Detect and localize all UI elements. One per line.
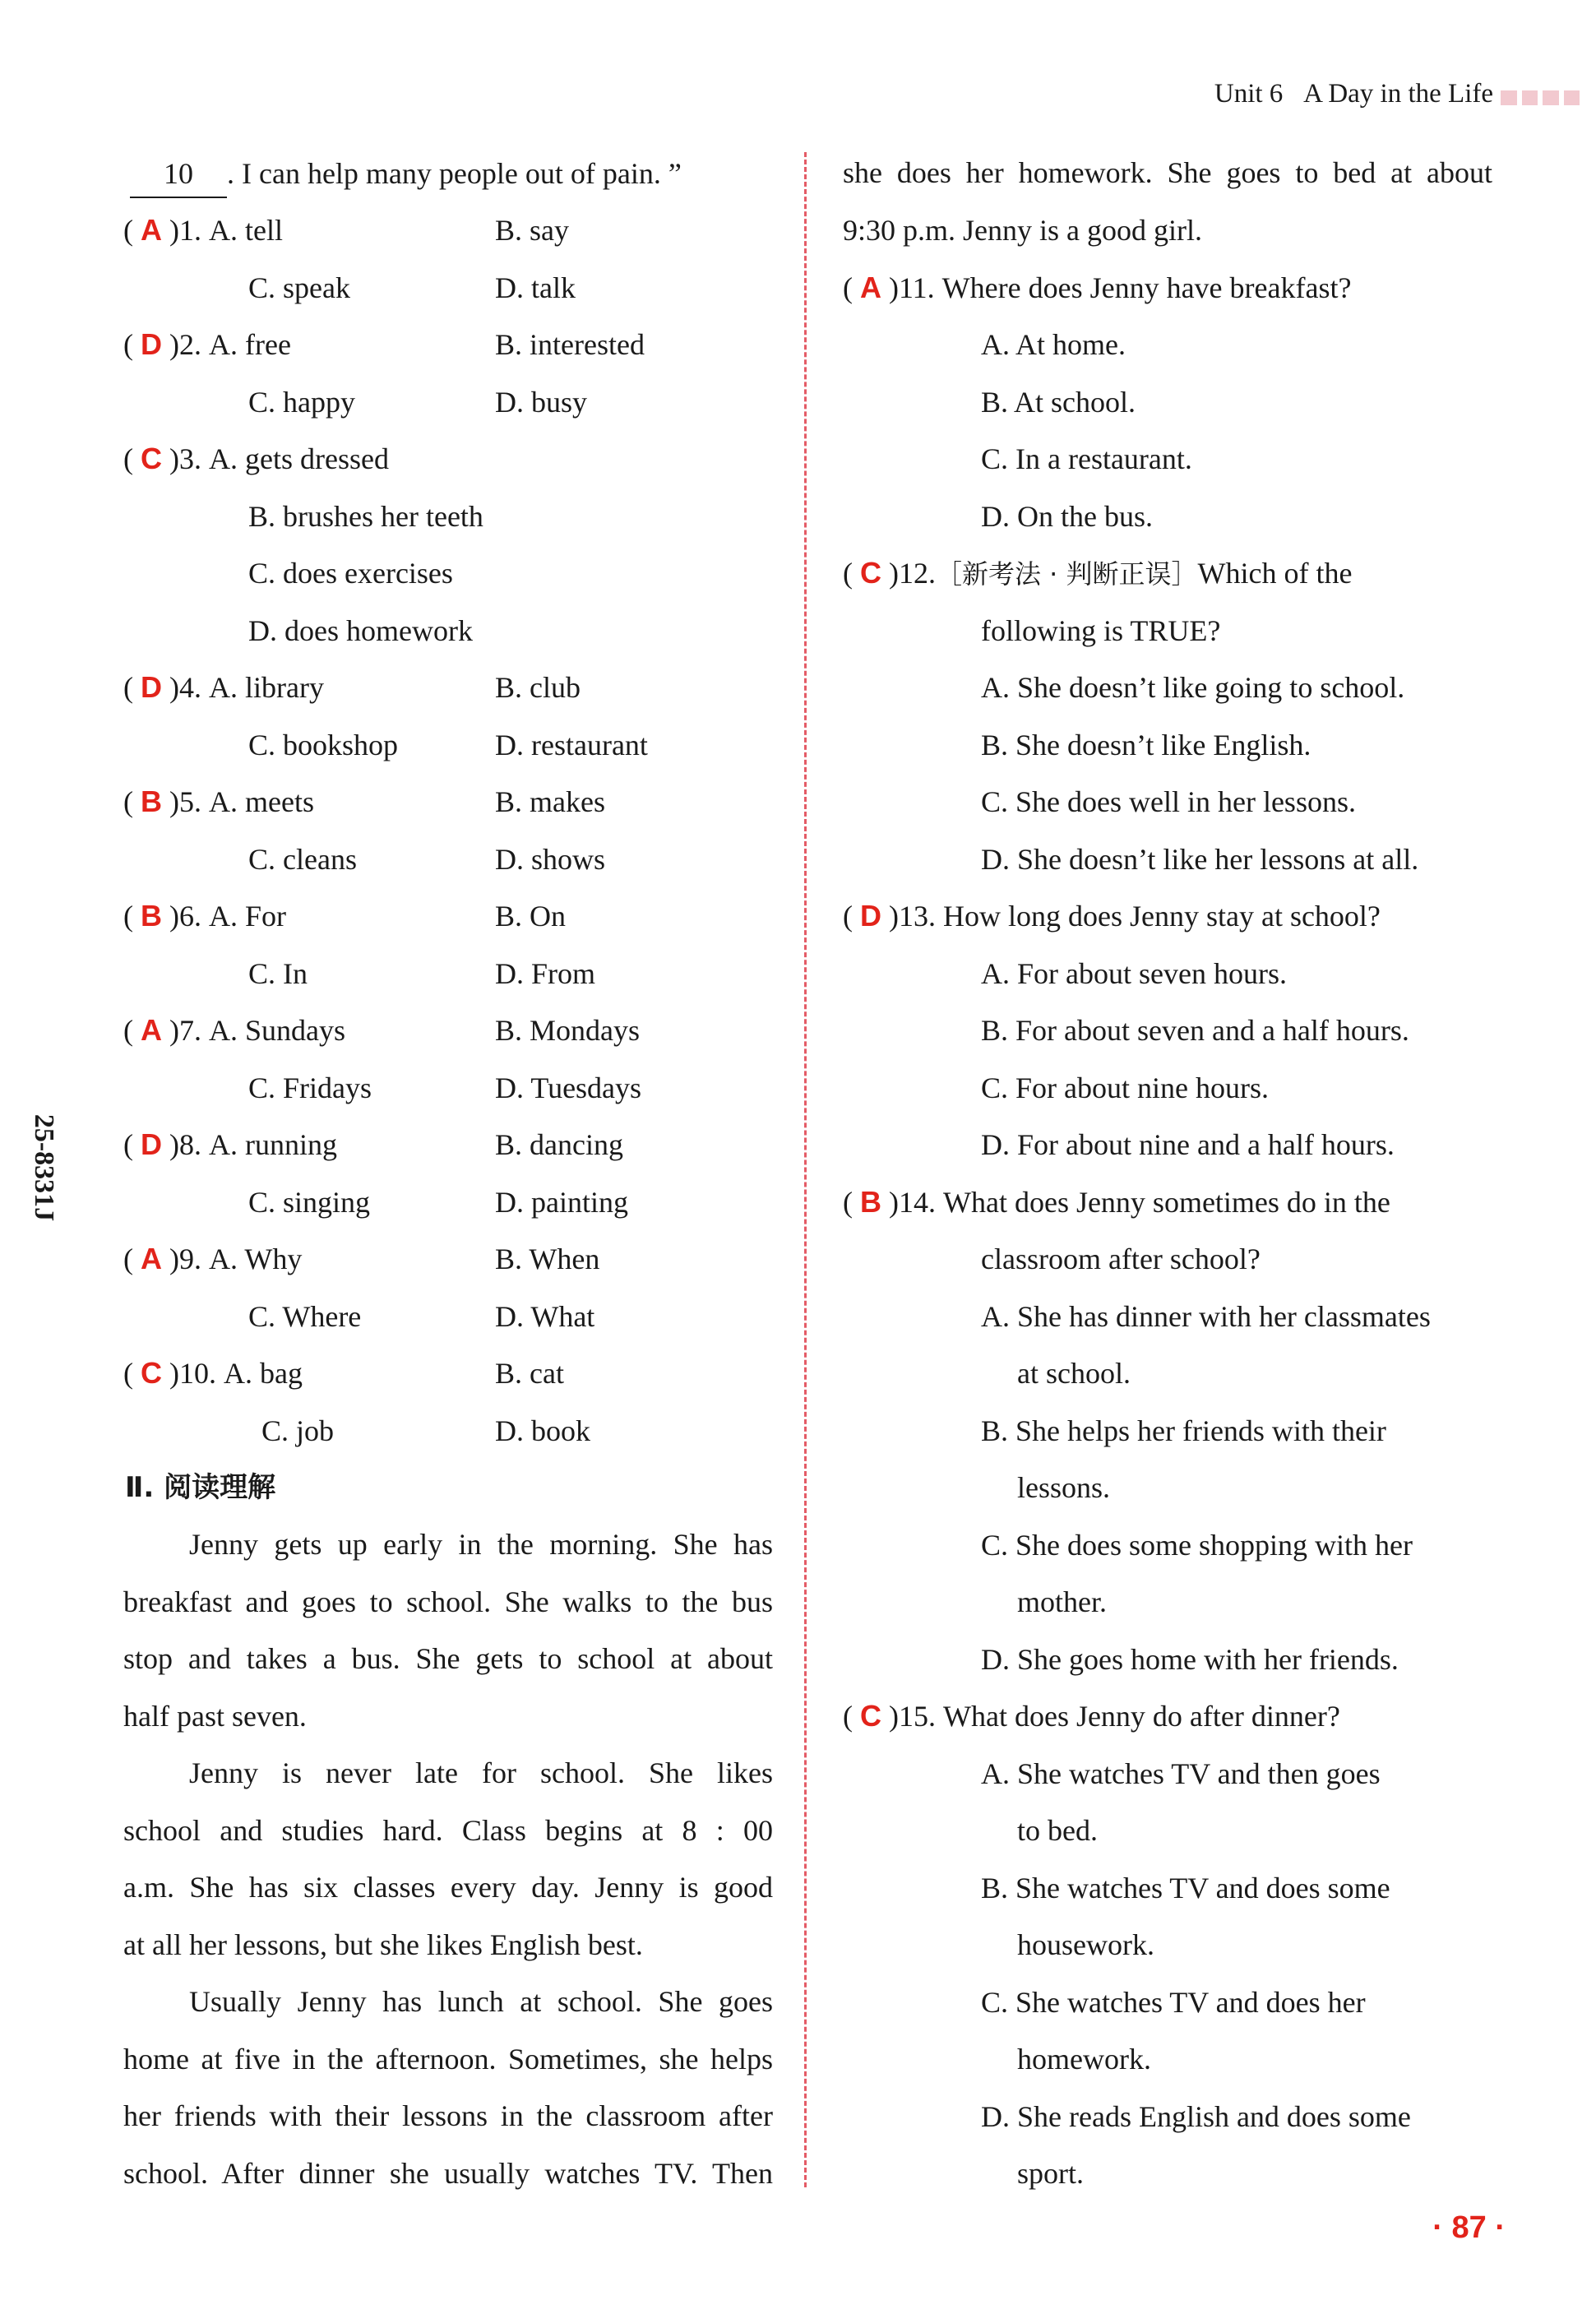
option: A. She doesn’t like going to school. [981, 671, 1405, 704]
header-title: Unit 6 A Day in the Life [1214, 79, 1493, 109]
answer-1: A [141, 213, 162, 247]
option: B. say [495, 214, 569, 247]
answer-11: A [860, 271, 881, 304]
option: C. Fridays [248, 1071, 372, 1104]
option: B. She doesn’t like English. [981, 729, 1311, 761]
option: D. What [495, 1300, 595, 1333]
answer-5: B [141, 784, 162, 818]
option: D. She doesn’t like her lessons at all. [981, 843, 1419, 876]
cloze-item-7: ( A )7. A. Sundays [123, 1013, 346, 1047]
cloze-item-8: ( D )8. A. running [123, 1127, 337, 1161]
question-tag: ［新考法 · 判断正误］ [936, 558, 1198, 590]
section-title-reading: Ⅱ. 阅读理解 [125, 1471, 276, 1504]
passage-paragraph-1: Jenny gets up early in the morning. She has breakfast and goes to school. She walks to the bus stop and takes a bus. She gets to school at about half past seven. Jenny is never late for school. She likes school and studies hard. Class begins at 8 : 00 a.m. She has six classes every day. Jenny is good at all her lessons, but she likes English best. Usually Jenny has lunch at school. She goes home at five in the afternoon. Sometimes, she helps her friends with their lessons in the classroom after school. After dinner she usually watches TV. Then [123, 1528, 773, 2190]
cloze-item-6: ( B )6. A. For [123, 899, 287, 932]
option: A. At home. [981, 328, 1126, 361]
page-number: · 87 · [1432, 2210, 1506, 2245]
option: D. talk [495, 271, 576, 304]
option: D. She goes home with her friends. [981, 1643, 1399, 1676]
option: D. book [495, 1414, 590, 1447]
answer-4: D [141, 670, 162, 704]
answer-10: C [141, 1356, 162, 1390]
option: C. For about nine hours. [981, 1071, 1269, 1104]
option: C. Where [248, 1300, 362, 1333]
option: D. She reads English and does some [981, 2100, 1411, 2133]
option: B. She helps her friends with their [981, 1414, 1386, 1447]
cloze-item-4: ( D )4. A. library [123, 670, 324, 704]
option-cont: lessons. [1017, 1471, 1111, 1504]
option: C. She watches TV and does her [981, 1986, 1366, 2019]
option: C. happy [248, 386, 355, 419]
cloze-last-line: 10 . I can help many people out of pain. ” [130, 145, 682, 202]
option: C. cleans [248, 843, 357, 876]
option: C. singing [248, 1186, 371, 1219]
answer-13: D [860, 899, 881, 932]
question-stem-cont: classroom after school? [981, 1243, 1261, 1275]
question-stem-cont: following is TRUE? [981, 614, 1221, 647]
option: B. dancing [495, 1128, 623, 1161]
option: A. For about seven hours. [981, 957, 1287, 990]
option: B. brushes her teeth [248, 500, 483, 533]
answer-14: B [860, 1185, 881, 1219]
option: C. She does some shopping with her [981, 1529, 1413, 1562]
option: B. cat [495, 1357, 564, 1390]
option: C. bookshop [248, 729, 399, 761]
option: D. restaurant [495, 729, 648, 761]
answer-7: A [141, 1013, 162, 1047]
question-12: ( C )12.［新考法 · 判断正误］Which of the [843, 556, 1353, 590]
option: B. At school. [981, 386, 1136, 419]
answer-9: A [141, 1242, 162, 1275]
question-13: ( D )13. How long does Jenny stay at school? [843, 899, 1381, 932]
passage-continued: she does her homework. She goes to bed at about 9:30 p.m. Jenny is a good girl. [843, 156, 1492, 247]
option: C. speak [248, 271, 350, 304]
option: D. From [495, 957, 596, 990]
side-code: 25-8331J [29, 1113, 59, 1222]
option-cont: housework. [1017, 1928, 1154, 1961]
question-14: ( B )14. What does Jenny sometimes do in the [843, 1185, 1390, 1219]
option: A. She watches TV and then goes [981, 1757, 1381, 1790]
option: D. shows [495, 843, 606, 876]
option-cont: to bed. [1017, 1814, 1098, 1847]
column-divider [804, 152, 807, 2187]
option: C. In a restaurant. [981, 442, 1192, 475]
answer-12: C [860, 556, 881, 590]
cloze-item-10: ( C )10. A. bag [123, 1356, 303, 1390]
header-decoration [1501, 90, 1580, 105]
answer-3: C [141, 442, 162, 475]
option: D. does homework [248, 614, 473, 647]
option: C. job [261, 1414, 335, 1447]
option: D. painting [495, 1186, 628, 1219]
option: B. On [495, 900, 567, 932]
option: D. On the bus. [981, 500, 1153, 533]
running-header [1136, 79, 1596, 115]
option-cont: at school. [1017, 1357, 1131, 1390]
option: B. When [495, 1243, 600, 1275]
answer-2: D [141, 327, 162, 361]
question-11: ( A )11. Where does Jenny have breakfast? [843, 271, 1352, 304]
answer-8: D [141, 1127, 162, 1161]
option: B. makes [495, 785, 605, 818]
answer-15: C [860, 1699, 881, 1733]
option-cont: mother. [1017, 1585, 1107, 1618]
option: D. Tuesdays [495, 1071, 642, 1104]
option-cont: homework. [1017, 2043, 1151, 2076]
option: C. She does well in her lessons. [981, 785, 1356, 818]
option: C. In [248, 957, 308, 990]
option: A. She has dinner with her classmates [981, 1300, 1431, 1333]
answer-6: B [141, 899, 162, 932]
option: D. busy [495, 386, 588, 419]
option: B. For about seven and a half hours. [981, 1014, 1409, 1047]
cloze-item-3: ( C )3. A. gets dressed [123, 442, 389, 475]
option: C. does exercises [248, 557, 453, 590]
option: B. Mondays [495, 1014, 641, 1047]
cloze-item-2: ( D )2. A. free [123, 327, 291, 361]
cloze-item-9: ( A )9. A. Why [123, 1242, 303, 1275]
option: B. She watches TV and does some [981, 1872, 1390, 1904]
cloze-item-1: ( A )1. A. tell [123, 213, 283, 247]
option: B. interested [495, 328, 645, 361]
option: B. club [495, 671, 581, 704]
cloze-item-5: ( B )5. A. meets [123, 784, 314, 818]
option-cont: sport. [1017, 2157, 1084, 2190]
option: D. For about nine and a half hours. [981, 1128, 1395, 1161]
question-15: ( C )15. What does Jenny do after dinner? [843, 1699, 1340, 1733]
